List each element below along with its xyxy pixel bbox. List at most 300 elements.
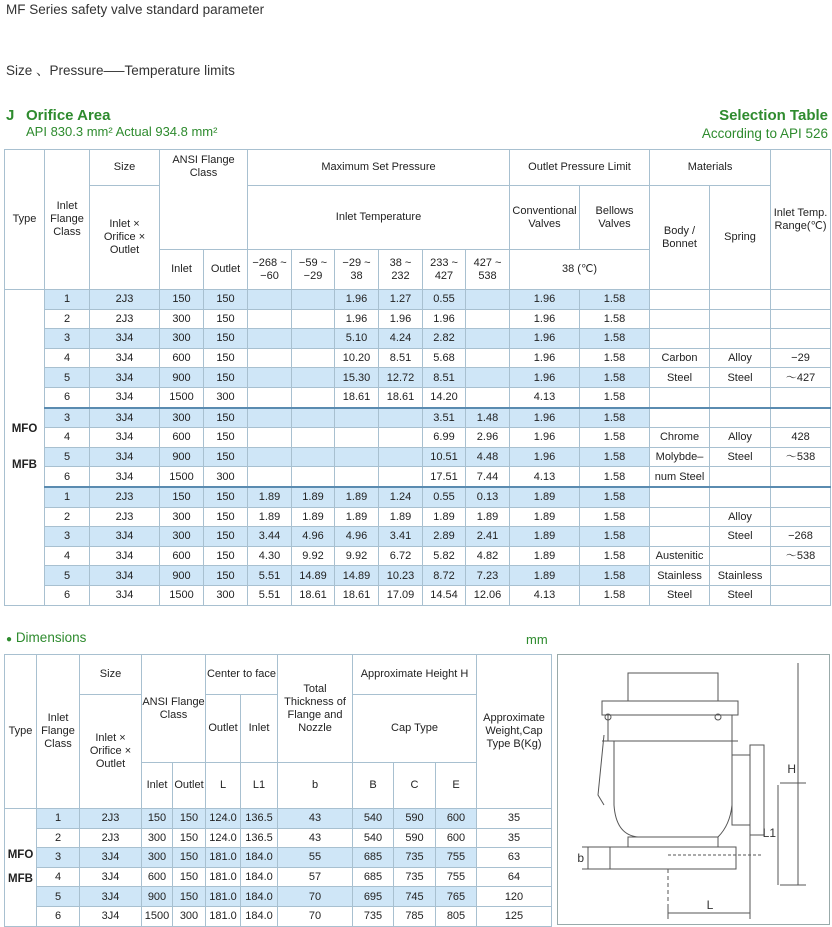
table-cell: 9.92	[335, 546, 379, 566]
table-cell: 5.82	[423, 546, 466, 566]
header-spring: Spring	[710, 186, 771, 290]
table-cell	[710, 290, 771, 310]
table-cell: Chrome	[650, 428, 710, 448]
table-cell: 64	[477, 867, 552, 887]
table-cell: 1.58	[580, 348, 650, 368]
table-cell: 2	[37, 828, 80, 848]
table-cell: 1.89	[510, 566, 580, 586]
table-cell: 150	[173, 809, 206, 829]
table-cell: 181.0	[206, 906, 241, 926]
table-cell: 18.61	[335, 387, 379, 407]
table-row	[5, 887, 552, 907]
table-cell: 10.20	[335, 348, 379, 368]
header-bellows: Bellows Valves	[580, 186, 650, 250]
selection-table-title: Selection Table	[719, 107, 828, 124]
table-cell: Steel	[710, 527, 771, 547]
table-row	[5, 290, 831, 310]
table-cell: 3	[45, 408, 90, 428]
table-cell: 1.58	[580, 329, 650, 349]
table-cell: 805	[436, 906, 477, 926]
table-cell: 12.72	[379, 368, 423, 388]
table-cell: 70	[278, 887, 353, 907]
table-cell	[771, 408, 831, 428]
table-cell: ～538	[771, 546, 831, 566]
table-cell: Alloy	[710, 507, 771, 527]
table-cell	[248, 368, 292, 388]
table-cell: 300	[173, 906, 206, 926]
table-cell	[335, 467, 379, 487]
table-cell: 1.27	[379, 290, 423, 310]
table-cell	[466, 309, 510, 329]
table-cell: 150	[204, 527, 248, 547]
table-cell: 0.55	[423, 290, 466, 310]
table-cell: 2J3	[90, 507, 160, 527]
type-mfo: MFO	[11, 423, 38, 436]
table-cell: 55	[278, 848, 353, 868]
table-cell: 1.96	[335, 290, 379, 310]
table-cell: 4.96	[335, 527, 379, 547]
table-cell	[248, 408, 292, 428]
table-cell	[248, 290, 292, 310]
table-cell: 35	[477, 809, 552, 829]
table-cell: 10.51	[423, 447, 466, 467]
table-cell: 3J4	[90, 467, 160, 487]
dim-header-size-detail: Inlet × Orifice × Outlet	[80, 695, 142, 809]
table-cell: 1500	[142, 906, 173, 926]
dim-type-mfo: MFO	[7, 849, 34, 862]
table-cell: 1.96	[379, 309, 423, 329]
table-cell: 600	[436, 828, 477, 848]
table-cell	[771, 387, 831, 407]
table-cell: 125	[477, 906, 552, 926]
table-cell: 1.96	[510, 348, 580, 368]
table-cell: Steel	[710, 447, 771, 467]
table-cell: 1.89	[510, 487, 580, 507]
table-cell: 5.68	[423, 348, 466, 368]
table-cell	[710, 467, 771, 487]
header-inlet: Inlet	[160, 250, 204, 290]
table-cell: Austenitic	[650, 546, 710, 566]
temp-range-1: −268 ~ −60	[248, 250, 292, 290]
table-cell: 1.89	[292, 487, 335, 507]
table-cell: 3	[45, 329, 90, 349]
table-cell: −29	[771, 348, 831, 368]
table-cell: 1.89	[379, 507, 423, 527]
table-cell: 765	[436, 887, 477, 907]
header-body-bonnet: Body / Bonnet	[650, 186, 710, 290]
table-row	[5, 546, 831, 566]
table-cell: 184.0	[241, 887, 278, 907]
selection-table	[4, 149, 831, 606]
table-cell: 5.51	[248, 566, 292, 586]
table-cell: 3J4	[80, 906, 142, 926]
table-cell	[292, 428, 335, 448]
label-L1: L1	[762, 826, 776, 840]
page-subtitle: Size 、Pressure—–Temperature limits	[6, 63, 235, 78]
table-cell: 755	[436, 867, 477, 887]
table-cell: num Steel	[650, 467, 710, 487]
table-cell: 3.41	[379, 527, 423, 547]
table-cell	[771, 566, 831, 586]
table-cell	[771, 487, 831, 507]
header-materials: Materials	[650, 150, 771, 186]
table-cell: 18.61	[292, 585, 335, 605]
header-inlet-temperature: Inlet Temperature	[248, 186, 510, 250]
table-cell	[292, 309, 335, 329]
table-cell: 2	[45, 309, 90, 329]
table-cell: 4.82	[466, 546, 510, 566]
table-cell	[248, 387, 292, 407]
table-cell: 1.89	[510, 527, 580, 547]
table-cell: 1.89	[335, 507, 379, 527]
table-cell: 1.96	[335, 309, 379, 329]
table-cell: 3J4	[90, 428, 160, 448]
table-row	[5, 447, 831, 467]
table-cell	[710, 387, 771, 407]
table-cell	[292, 348, 335, 368]
table-cell: 300	[142, 828, 173, 848]
table-cell: 1.58	[580, 290, 650, 310]
table-cell: 685	[353, 867, 394, 887]
table-cell: 300	[160, 309, 204, 329]
dim-header-weight: Approximate Weight,Cap Type B(Kg)	[477, 655, 552, 809]
table-cell: 4.96	[292, 527, 335, 547]
label-b: b	[577, 851, 584, 865]
table-cell: 1.58	[580, 487, 650, 507]
table-cell: 1.58	[580, 387, 650, 407]
table-cell: 150	[142, 809, 173, 829]
dim-header-thickness: Total Thickness of Flange and Nozzle	[278, 655, 353, 763]
temp-range-5: 233 ~ 427	[423, 250, 466, 290]
api-reference: According to API 526	[701, 126, 828, 141]
table-cell: 17.51	[423, 467, 466, 487]
table-cell	[710, 309, 771, 329]
header-max-set-pressure: Maximum Set Pressure	[248, 150, 510, 186]
table-cell: ～427	[771, 368, 831, 388]
table-row	[5, 387, 831, 407]
table-cell	[248, 309, 292, 329]
table-cell: 900	[160, 566, 204, 586]
table-cell: 150	[204, 309, 248, 329]
table-cell	[710, 329, 771, 349]
dim-header-ctf-inlet: Inlet	[241, 695, 278, 763]
table-cell: 57	[278, 867, 353, 887]
table-cell	[650, 507, 710, 527]
table-cell: 900	[160, 447, 204, 467]
table-cell: 12.06	[466, 585, 510, 605]
table-cell: 5.51	[248, 585, 292, 605]
table-cell: 1.48	[466, 408, 510, 428]
table-cell	[335, 428, 379, 448]
table-cell: 15.30	[335, 368, 379, 388]
table-cell	[292, 368, 335, 388]
table-cell: 150	[160, 487, 204, 507]
table-row	[5, 428, 831, 448]
table-cell	[335, 447, 379, 467]
table-cell: 1.58	[580, 585, 650, 605]
table-row	[5, 809, 552, 829]
table-cell: 43	[278, 828, 353, 848]
table-cell: 120	[477, 887, 552, 907]
table-cell: 124.0	[206, 828, 241, 848]
dim-header-center-to-face: Center to face	[206, 655, 278, 695]
table-cell: 1.96	[510, 290, 580, 310]
table-cell	[466, 348, 510, 368]
table-cell: 300	[142, 848, 173, 868]
table-cell: 900	[160, 368, 204, 388]
table-cell	[650, 408, 710, 428]
table-cell: 150	[160, 290, 204, 310]
table-cell: Alloy	[710, 348, 771, 368]
table-cell: 150	[204, 329, 248, 349]
dim-header-cap-type: Cap Type	[353, 695, 477, 763]
table-cell: 3J4	[90, 368, 160, 388]
table-cell	[379, 428, 423, 448]
table-cell	[248, 348, 292, 368]
dim-header-ctf-outlet: Outlet	[206, 695, 241, 763]
table-cell: 2J3	[80, 809, 142, 829]
table-cell: 300	[160, 527, 204, 547]
table-cell: 3J4	[80, 867, 142, 887]
table-row	[5, 867, 552, 887]
table-cell: 600	[160, 546, 204, 566]
table-cell	[710, 408, 771, 428]
table-cell: 150	[204, 566, 248, 586]
header-outlet: Outlet	[204, 250, 248, 290]
table-cell	[379, 447, 423, 467]
table-cell: 150	[204, 368, 248, 388]
dim-header-size: Size	[80, 655, 142, 695]
header-conventional: Conventional Valves	[510, 186, 580, 250]
table-cell: 3J4	[90, 585, 160, 605]
table-cell: 14.89	[335, 566, 379, 586]
valve-outline	[558, 655, 829, 924]
table-cell: 685	[353, 848, 394, 868]
temp-range-3: −29 ~ 38	[335, 250, 379, 290]
table-cell: 540	[353, 828, 394, 848]
section-name: Orifice Area	[26, 107, 111, 124]
table-row	[5, 467, 831, 487]
table-cell: 4.24	[379, 329, 423, 349]
table-cell: 695	[353, 887, 394, 907]
table-cell: 2	[45, 507, 90, 527]
table-cell: 300	[204, 467, 248, 487]
table-cell: 1.96	[510, 368, 580, 388]
table-cell: 150	[173, 848, 206, 868]
table-cell: Stainless	[710, 566, 771, 586]
table-row	[5, 848, 552, 868]
table-cell: 1	[45, 290, 90, 310]
table-cell: 18.61	[335, 585, 379, 605]
dim-header-b: b	[278, 763, 353, 809]
table-cell: 7.44	[466, 467, 510, 487]
table-cell: 1.58	[580, 428, 650, 448]
table-row	[5, 368, 831, 388]
header-type: Type	[5, 150, 45, 290]
table-cell: 181.0	[206, 848, 241, 868]
table-cell: 1500	[160, 387, 204, 407]
table-cell: 785	[394, 906, 436, 926]
table-cell: 1.89	[423, 507, 466, 527]
orifice-area: API 830.3 mm² Actual 934.8 mm²	[26, 124, 218, 139]
table-cell: 2.82	[423, 329, 466, 349]
table-cell: Molybde–	[650, 447, 710, 467]
table-cell: 5.10	[335, 329, 379, 349]
table-cell: 14.89	[292, 566, 335, 586]
table-cell: 1.58	[580, 566, 650, 586]
table-cell	[710, 546, 771, 566]
table-cell: 3J4	[90, 566, 160, 586]
table-cell: 900	[142, 887, 173, 907]
table-cell: 300	[204, 585, 248, 605]
table-cell	[248, 428, 292, 448]
table-cell: 300	[160, 408, 204, 428]
table-cell: 2J3	[90, 309, 160, 329]
table-cell: 1.89	[510, 546, 580, 566]
table-cell: 735	[353, 906, 394, 926]
table-cell: 63	[477, 848, 552, 868]
table-cell	[248, 447, 292, 467]
table-cell: 1.89	[335, 487, 379, 507]
table-cell: 590	[394, 828, 436, 848]
table-cell: 600	[160, 428, 204, 448]
table-row	[5, 906, 552, 926]
dim-type-mfb: MFB	[8, 873, 33, 886]
table-cell: 17.09	[379, 585, 423, 605]
table-cell: −268	[771, 527, 831, 547]
table-cell: 1.24	[379, 487, 423, 507]
table-cell: 7.23	[466, 566, 510, 586]
table-cell: 150	[204, 546, 248, 566]
table-cell: 300	[204, 387, 248, 407]
table-cell: 735	[394, 867, 436, 887]
table-cell	[771, 290, 831, 310]
header-inlet-flange-class: Inlet Flange Class	[45, 150, 90, 290]
dimensions-table	[4, 654, 552, 927]
table-cell: 150	[204, 408, 248, 428]
table-cell: 14.54	[423, 585, 466, 605]
table-cell	[466, 290, 510, 310]
dim-header-C: C	[394, 763, 436, 809]
table-cell: 745	[394, 887, 436, 907]
table-cell: 5	[37, 887, 80, 907]
table-cell: 6	[37, 906, 80, 926]
table-cell: 3J4	[90, 408, 160, 428]
table-cell: 1.58	[580, 408, 650, 428]
table-cell	[771, 309, 831, 329]
table-cell	[771, 467, 831, 487]
table-cell: 428	[771, 428, 831, 448]
table-row	[5, 487, 831, 507]
table-row	[5, 527, 831, 547]
table-cell: 150	[204, 507, 248, 527]
table-cell: Steel	[710, 368, 771, 388]
table-cell: 8.51	[379, 348, 423, 368]
table-cell	[335, 408, 379, 428]
table-cell: 2J3	[80, 828, 142, 848]
table-cell: 2.41	[466, 527, 510, 547]
table-cell: Carbon	[650, 348, 710, 368]
table-cell: 3.44	[248, 527, 292, 547]
table-cell	[292, 290, 335, 310]
table-cell: 300	[160, 329, 204, 349]
table-cell: 184.0	[241, 867, 278, 887]
table-cell: 1.58	[580, 527, 650, 547]
table-cell: 1.89	[248, 487, 292, 507]
table-cell	[379, 408, 423, 428]
table-row	[5, 566, 831, 586]
dim-header-E: E	[436, 763, 477, 809]
table-cell: 3J4	[90, 387, 160, 407]
table-cell: 14.20	[423, 387, 466, 407]
section-letter: J	[6, 107, 15, 124]
header-ansi: ANSI Flange Class	[160, 150, 248, 250]
table-cell: 184.0	[241, 848, 278, 868]
dim-header-inlet: Inlet	[142, 763, 173, 809]
table-cell	[771, 507, 831, 527]
table-cell	[650, 290, 710, 310]
dim-header-L: L	[206, 763, 241, 809]
bullet-icon: ●	[6, 634, 13, 645]
table-cell: 1.58	[580, 309, 650, 329]
table-cell	[292, 447, 335, 467]
label-L: L	[706, 898, 714, 912]
table-cell: 3J4	[90, 447, 160, 467]
table-cell: 1.96	[510, 309, 580, 329]
table-cell	[650, 329, 710, 349]
table-cell: 124.0	[206, 809, 241, 829]
table-cell: 4.13	[510, 467, 580, 487]
table-cell	[650, 387, 710, 407]
table-cell: Steel	[650, 585, 710, 605]
table-cell: 1.89	[510, 507, 580, 527]
table-cell: 1.96	[510, 329, 580, 349]
table-cell: 540	[353, 809, 394, 829]
table-cell: 2J3	[90, 290, 160, 310]
table-cell: 4.13	[510, 585, 580, 605]
table-cell: 4	[45, 348, 90, 368]
table-cell	[292, 467, 335, 487]
table-cell	[466, 329, 510, 349]
table-cell	[466, 387, 510, 407]
table-row	[5, 329, 831, 349]
table-cell	[292, 329, 335, 349]
temp-range-6: 427 ~ 538	[466, 250, 510, 290]
dim-header-inlet-flange: Inlet Flange Class	[37, 655, 80, 809]
table-cell: 3.51	[423, 408, 466, 428]
table-cell: 6	[45, 585, 90, 605]
table-cell: 150	[204, 447, 248, 467]
table-row	[5, 585, 831, 605]
table-cell: 4	[45, 428, 90, 448]
table-cell: 1.89	[292, 507, 335, 527]
table-cell: 2.89	[423, 527, 466, 547]
table-cell: 3J4	[80, 887, 142, 907]
table-cell: Stainless	[650, 566, 710, 586]
table-row	[5, 348, 831, 368]
header-38c: 38 (℃)	[510, 250, 650, 290]
table-cell: 1.58	[580, 507, 650, 527]
table-cell: 600	[436, 809, 477, 829]
table-cell: 1.96	[423, 309, 466, 329]
dim-type-cell	[5, 809, 37, 927]
table-cell: 150	[204, 428, 248, 448]
type-cell	[5, 290, 45, 606]
table-cell: 1.58	[580, 467, 650, 487]
table-cell: 3	[37, 848, 80, 868]
table-cell: 4	[45, 546, 90, 566]
table-cell: 1.96	[510, 447, 580, 467]
